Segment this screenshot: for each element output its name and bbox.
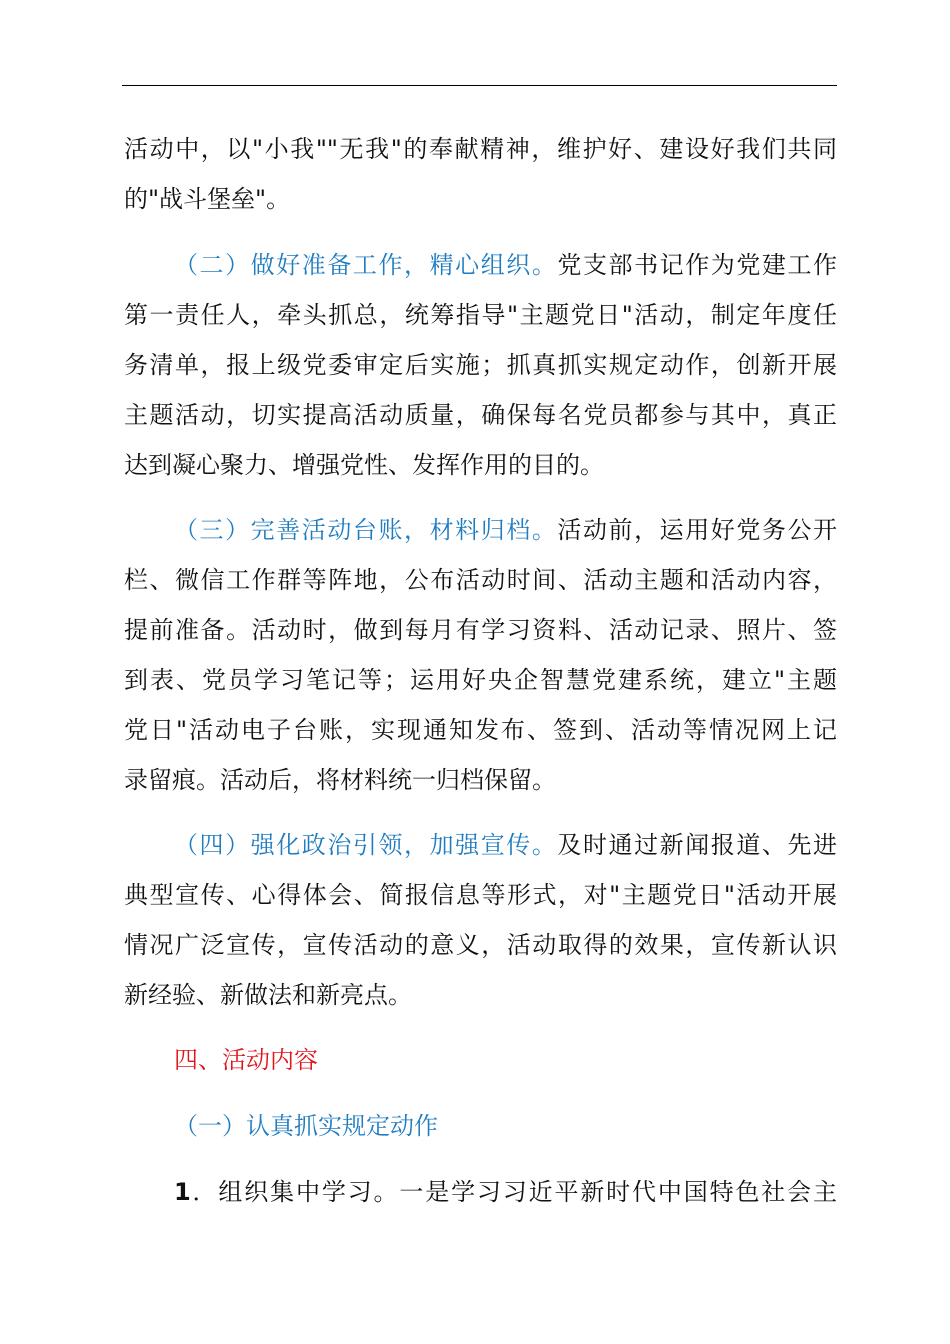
section-3-line-3: 提前准备。活动时，做到每月有学习资料、活动记录、照片、签 [124, 616, 837, 644]
chapter-4-sub-1: （一）认真抓实规定动作 [174, 1112, 438, 1140]
section-3-line-1 [174, 510, 837, 550]
section-4-line-3: 情况广泛宣传，宣传活动的意义，活动取得的效果，宣传新认识 [124, 931, 837, 959]
section-4-line-1-rest: 及时通过新闻报道、先进 [557, 831, 838, 859]
section-3-line-4: 到表、党员学习笔记等；运用好央企智慧党建系统，建立"主题 [124, 666, 837, 694]
chapter-4-title: 四、活动内容 [174, 1046, 318, 1074]
section-3-heading: （三）完善活动台账，材料归档。 [174, 516, 558, 544]
section-2-line-2: 第一责任人，牵头抓总，统筹指导"主题党日"活动，制定年度任 [124, 301, 837, 329]
section-3-line-6: 录留痕。活动后，将材料统一归档保留。 [124, 766, 556, 794]
item-1-text: ．组织集中学习。一是学习习近平新时代中国特色社会主 [190, 1178, 837, 1206]
section-2-line-1-rest: 党支部书记作为党建工作 [557, 251, 838, 279]
section-2-line-1 [174, 245, 837, 285]
item-1-line [174, 1172, 837, 1212]
section-3-line-1-rest: 活动前，运用好党务公开 [557, 516, 838, 544]
intro-line-2: 的"战斗堡垒"。 [124, 185, 291, 213]
section-3-line-5: 党日"活动电子台账，实现通知发布、签到、活动等情况网上记 [124, 716, 837, 744]
section-4-line-4: 新经验、新做法和新亮点。 [124, 981, 412, 1009]
section-2-line-3: 务清单，报上级党委审定后实施；抓真抓实规定动作，创新开展 [124, 351, 837, 379]
item-1-number: 1 [174, 1178, 191, 1206]
section-4-heading: （四）强化政治引领，加强宣传。 [174, 831, 558, 859]
section-4-line-1 [174, 825, 837, 865]
section-2-line-4: 主题活动，切实提高活动质量，确保每名党员都参与其中，真正 [124, 401, 837, 429]
section-4-line-2: 典型宣传、心得体会、简报信息等形式，对"主题党日"活动开展 [124, 881, 837, 909]
section-2-heading: （二）做好准备工作，精心组织。 [174, 251, 558, 279]
header-rule [122, 85, 837, 86]
section-3-line-2: 栏、微信工作群等阵地，公布活动时间、活动主题和活动内容， [124, 566, 837, 594]
section-2-line-5: 达到凝心聚力、增强党性、发挥作用的目的。 [124, 451, 604, 479]
intro-line-1: 活动中，以"小我""无我"的奉献精神，维护好、建设好我们共同 [124, 135, 837, 163]
